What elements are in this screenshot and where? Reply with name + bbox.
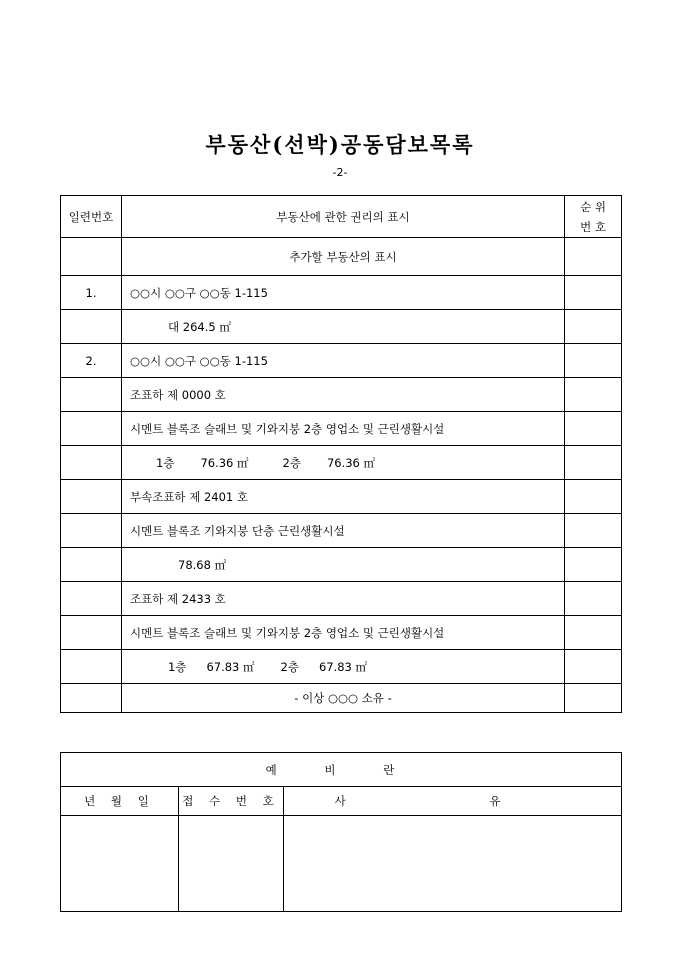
table-row [61,344,622,378]
remarks-table [60,752,622,912]
remarks-title: 예 비 란 [61,753,622,787]
table-row [61,446,622,480]
row-number: 1. [61,276,122,310]
floor-label: 2층 [282,455,301,470]
remarks-blank-row [61,816,622,912]
header-order-line2: 번 호 [580,219,606,234]
remarks-col-reason: 사 유 [284,787,622,816]
header-description: 부동산에 관한 권리의 표시 [122,196,565,238]
table-row [61,650,622,684]
header-order-line1: 순 위 [580,199,606,214]
table-row [61,514,622,548]
remarks-title-row [61,753,622,787]
table-header-row [61,196,622,238]
land-cell: 대 264.5 ㎡ [122,310,565,344]
remarks-col-date: 년 월 일 [61,787,179,816]
floor-label: 2층 [280,659,299,674]
floor-area: 76.36 ㎡ [326,455,376,470]
address-cell: ○○시 ○○구 ○○동 1-115 [122,344,565,378]
building-number-cell: 부속조표하 제 2401 호 [122,480,565,514]
table-row [61,276,622,310]
table-row [61,412,622,446]
floor-area-cell [122,446,565,480]
header-order [565,196,622,238]
structure-cell: 시멘트 블록조 기와지붕 단층 근린생활시설 [122,514,565,548]
row-number: 2. [61,344,122,378]
floor-area: 67.83 ㎡ [318,659,368,674]
floor-area-cell [122,650,565,684]
floor-label: 1층 [156,455,175,470]
table-row [61,310,622,344]
building-number-cell: 조표하 제 0000 호 [122,378,565,412]
building-number-cell: 조표하 제 2433 호 [122,582,565,616]
floor-label: 1층 [168,659,187,674]
section-title: 추가할 부동산의 표시 [122,238,565,276]
page-title: 부동산(선박)공동담보목록 [205,132,475,157]
remarks-col-receipt: 접 수 번 호 [179,787,284,816]
page-number: -2- [332,166,348,179]
table-row [61,238,622,276]
structure-cell: 시멘트 블록조 슬래브 및 기와지붕 2층 영업소 및 근린생활시설 [122,616,565,650]
address-cell: ○○시 ○○구 ○○동 1-115 [122,276,565,310]
collateral-table [60,195,622,713]
floor-area: 76.36 ㎡ [200,455,249,470]
remarks-header-row [61,787,622,816]
floor-area: 67.83 ㎡ [206,659,255,674]
floor-area-cell: 78.68 ㎡ [122,548,565,582]
owner-note: - 이상 ○○○ 소유 - [122,684,565,713]
header-serial: 일련번호 [61,196,122,238]
table-row [61,616,622,650]
table-row [61,548,622,582]
structure-cell: 시멘트 블록조 슬래브 및 기와지붕 2층 영업소 및 근린생활시설 [122,412,565,446]
table-row [61,378,622,412]
table-row [61,480,622,514]
table-row [61,684,622,713]
table-row [61,582,622,616]
